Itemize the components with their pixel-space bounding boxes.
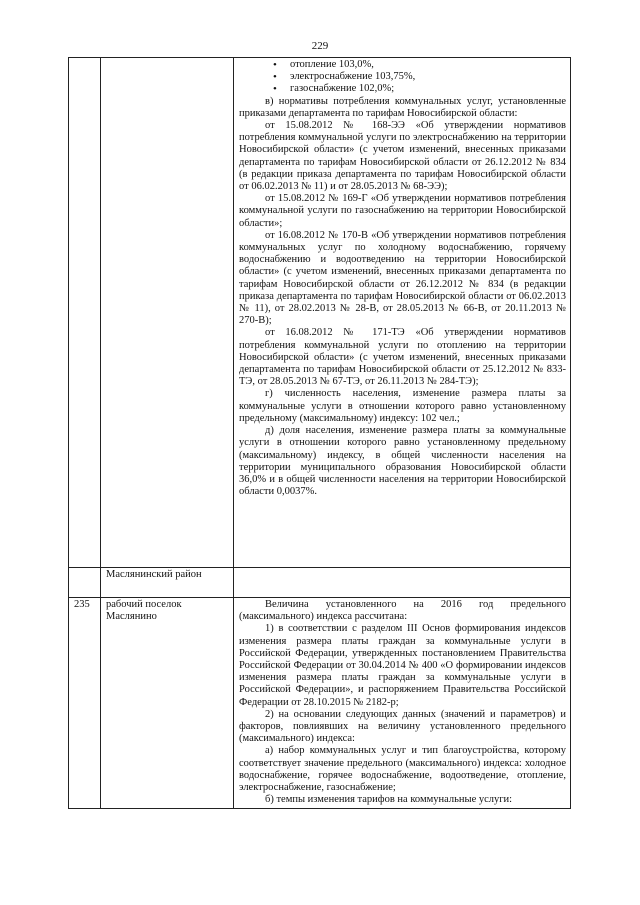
- paragraph: от 15.08.2012 № 169-Г «Об утверждении нормативов потребления коммунальной услуги по газоснабжению на территории Новосибирской области»;: [239, 193, 566, 229]
- paragraph: от 16.08.2012 № 171-ТЭ «Об утверждении нормативов потребления коммунальной услуги по отоплению на территории Новосибирской области» (с учетом изменений, внесенных приказами департамента по тарифам Новосибирской области от 25.12.2012 № 833-ТЭ, от 28.05.2013 № 67-ТЭ, от 26.11.2013 № 284-ТЭ);: [239, 327, 566, 388]
- row-number: [69, 58, 101, 568]
- paragraph: а) набор коммунальных услуг и тип благоустройства, которому соответствует значение предельного (максимального) индекса: холодное водоснабжение, горячее водоснабжение, водоотведение, отопление, электроснабжение, газоснабжение;: [239, 745, 566, 794]
- row-text: [234, 58, 571, 568]
- row-number: 235: [69, 598, 101, 809]
- paragraph: 2) на основании следующих данных (значений и параметров) и факторов, повлиявших на величину установленного предельного (максимального) индекса:: [239, 708, 566, 745]
- paragraph: в) нормативы потребления коммунальных услуг, установленные приказами департамента по тарифам Новосибирской области:: [239, 95, 566, 119]
- table-row: [69, 568, 571, 598]
- table-row: [69, 58, 571, 568]
- tariff-growth-list: [239, 59, 566, 96]
- paragraph: б) темпы изменения тарифов на коммунальные услуги:: [265, 794, 513, 806]
- page-number: 229: [311, 40, 329, 52]
- table-row: [69, 598, 571, 809]
- row-text: [234, 598, 571, 809]
- settlement-name: рабочий поселок Маслянино: [101, 598, 234, 809]
- list-item: • отопление 103,0%,: [279, 59, 566, 71]
- paragraph: от 16.08.2012 № 170-В «Об утверждении нормативов потребления коммунальных услуг по холодному водоснабжению, горячему водоснабжению и водоотведению на территории Новосибирской области» (с учетом изменений, внесенных приказами департамента по тарифам Новосибирской области от 26.12.2012 № 834 (в редакции приказа департамента по тарифам Новосибирской области от 06.02.2013 № 11), от 28.02.2013 № 28-В, от 28.05.2013 № 66-В, от 20.11.2013 № 270-В);: [239, 229, 566, 327]
- list-item: • газоснабжение 102,0%;: [279, 83, 566, 95]
- district-name: Маслянинский район: [101, 568, 234, 598]
- row-name: [101, 58, 234, 568]
- list-item: • электроснабжение 103,75%,: [279, 71, 566, 83]
- paragraph: от 15.08.2012 № 168-ЭЭ «Об утверждении нормативов потребления коммунальной услуги по электроснабжению на территории Новосибирской области» (с учетом изменений, внесенных приказами департамента по тарифам Новосибирской области от 26.12.2012 № 834 (в редакции приказа департамента по тарифам Новосибирской области от 06.02.2013 № 11) и от 28.05.2013 № 68-ЭЭ);: [239, 120, 566, 193]
- row-text: [234, 568, 571, 598]
- paragraph: г) численность населения, изменение размера платы за коммунальные услуги в отношении которого равно установленному предельному (максимальному) индексу: 102 чел.;: [239, 388, 566, 424]
- paragraph: д) доля населения, изменение размера платы за коммунальные услуги в отношении которого равно установленному предельному (максимальному) индексу, в общей численности населения на территории муниципального образования Новосибирской области 36,0% и в общей численности населения на территории Новосибирской области 0,0037%.: [239, 425, 566, 498]
- paragraph: 1) в соответствии с разделом III Основ формирования индексов изменения размера платы граждан за коммунальные услуги в Российской Федерации, утвержденных постановлением Правительства Российской Федерации от 30.04.2014 № 400 «О формировании индексов изменения размера платы граждан за коммунальные услуги в Российской Федерации», и распоряжением Правительства Российской Федерации от 28.10.2015 № 2182-р;: [239, 623, 566, 708]
- document-table: [68, 57, 571, 809]
- paragraph: Величина установленного на 2016 год предельного (максимального) индекса рассчитана:: [239, 599, 566, 623]
- row-number: [69, 568, 101, 598]
